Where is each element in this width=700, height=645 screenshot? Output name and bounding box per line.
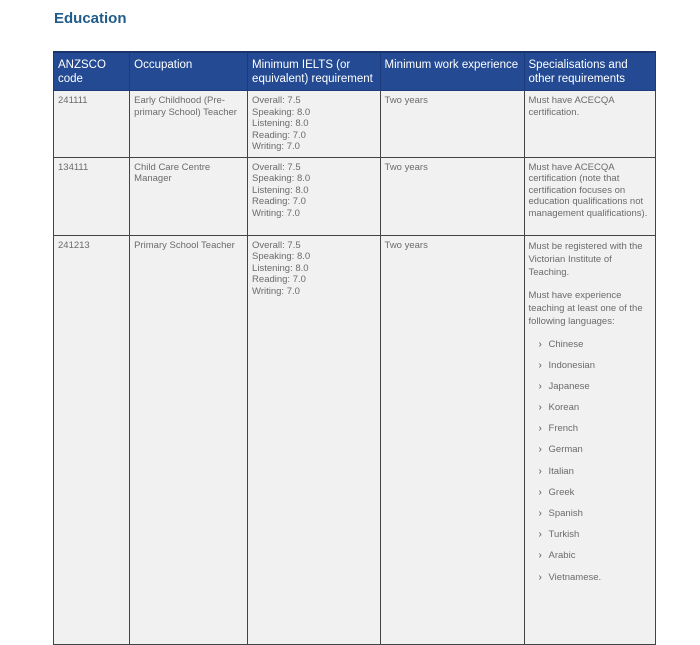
cell-ielts bbox=[248, 235, 381, 644]
ielts-reading: Reading: 7.0 bbox=[252, 274, 306, 285]
table-row bbox=[54, 157, 656, 235]
cell-code: 241111 bbox=[54, 91, 130, 158]
ielts-reading: Reading: 7.0 bbox=[252, 129, 306, 141]
list-item bbox=[539, 443, 652, 464]
ielts-writing: Writing: 7.0 bbox=[252, 141, 300, 152]
cell-occupation: Child Care Centre Manager bbox=[130, 157, 248, 235]
language-label: Indonesian bbox=[548, 359, 595, 371]
language-label: Korean bbox=[548, 402, 580, 414]
cell-ielts bbox=[248, 157, 381, 235]
spec-registration: Must be registered with the Victorian Institute of Teaching. bbox=[528, 240, 643, 278]
list-item bbox=[539, 338, 652, 359]
occupation-requirements-table bbox=[53, 51, 656, 645]
chevron-right-icon: › bbox=[538, 338, 542, 350]
ielts-overall: Overall: 7.5 bbox=[252, 239, 301, 251]
header-anzsco-code: ANZSCO code bbox=[54, 52, 130, 91]
ielts-speaking: Speaking: 8.0 bbox=[252, 173, 311, 184]
language-label: Italian bbox=[548, 465, 574, 477]
table-row bbox=[54, 91, 656, 158]
cell-experience: Two years bbox=[380, 235, 524, 644]
ielts-speaking: Speaking: 8.0 bbox=[252, 106, 311, 118]
language-label: Chinese bbox=[548, 338, 584, 350]
header-min-ielts: Minimum IELTS (or equivalent) requirement bbox=[248, 52, 381, 91]
chevron-right-icon: › bbox=[538, 508, 542, 519]
list-item bbox=[539, 380, 652, 401]
language-label: German bbox=[548, 444, 583, 456]
ielts-speaking: Speaking: 8.0 bbox=[252, 251, 311, 262]
cell-occupation: Early Childhood (Pre-primary School) Teacher bbox=[130, 91, 248, 158]
ielts-listening: Listening: 8.0 bbox=[252, 118, 309, 129]
ielts-listening: Listening: 8.0 bbox=[252, 184, 309, 196]
list-item bbox=[539, 549, 652, 570]
chevron-right-icon: › bbox=[538, 423, 542, 435]
table-header bbox=[54, 52, 656, 91]
chevron-right-icon: › bbox=[538, 529, 542, 541]
ielts-listening: Listening: 8.0 bbox=[252, 262, 309, 274]
cell-ielts bbox=[248, 91, 381, 158]
header-specialisations: Specialisations and other requirements bbox=[524, 52, 655, 91]
list-item bbox=[539, 528, 652, 549]
cell-spec: Must have ACECQA certification. bbox=[524, 91, 655, 158]
ielts-reading: Reading: 7.0 bbox=[252, 196, 306, 207]
list-item bbox=[539, 486, 652, 507]
language-label: Spanish bbox=[548, 508, 583, 519]
language-label: Arabic bbox=[548, 550, 576, 562]
ielts-overall: Overall: 7.5 bbox=[252, 161, 301, 173]
list-item bbox=[539, 465, 652, 486]
cell-experience: Two years bbox=[380, 91, 524, 158]
ielts-overall: Overall: 7.5 bbox=[252, 95, 301, 106]
spec-language-requirement: Must have experience teaching at least one of the following languages: bbox=[528, 289, 643, 327]
cell-experience: Two years bbox=[380, 157, 524, 235]
language-label: French bbox=[548, 423, 579, 435]
list-item bbox=[539, 571, 652, 592]
language-label: Japanese bbox=[548, 380, 590, 392]
chevron-right-icon: › bbox=[538, 550, 542, 562]
chevron-right-icon: › bbox=[538, 402, 542, 414]
header-min-work-experience: Minimum work experience bbox=[380, 52, 524, 91]
chevron-right-icon: › bbox=[538, 486, 542, 498]
list-item bbox=[539, 422, 652, 443]
chevron-right-icon: › bbox=[538, 359, 542, 371]
language-label: Turkish bbox=[548, 529, 580, 541]
header-row bbox=[54, 52, 656, 91]
list-item bbox=[539, 401, 652, 422]
language-list bbox=[529, 338, 652, 592]
table-row bbox=[54, 235, 656, 644]
section-heading: Education bbox=[54, 10, 127, 27]
language-label: Vietnamese. bbox=[548, 571, 602, 583]
cell-spec bbox=[524, 235, 655, 644]
language-label: Greek bbox=[548, 486, 575, 498]
cell-code: 134111 bbox=[54, 157, 130, 235]
chevron-right-icon: › bbox=[538, 380, 542, 392]
chevron-right-icon: › bbox=[538, 571, 542, 583]
cell-code: 241213 bbox=[54, 235, 130, 644]
ielts-writing: Writing: 7.0 bbox=[252, 207, 300, 219]
list-item bbox=[539, 359, 652, 380]
list-item bbox=[539, 507, 652, 528]
ielts-writing: Writing: 7.0 bbox=[252, 285, 300, 297]
chevron-right-icon: › bbox=[538, 465, 542, 477]
cell-spec: Must have ACECQA certification (note that certification focuses on education qualifications not management qualifications). bbox=[524, 157, 655, 235]
chevron-right-icon: › bbox=[538, 444, 542, 456]
cell-occupation: Primary School Teacher bbox=[130, 235, 248, 644]
header-occupation: Occupation bbox=[130, 52, 248, 91]
